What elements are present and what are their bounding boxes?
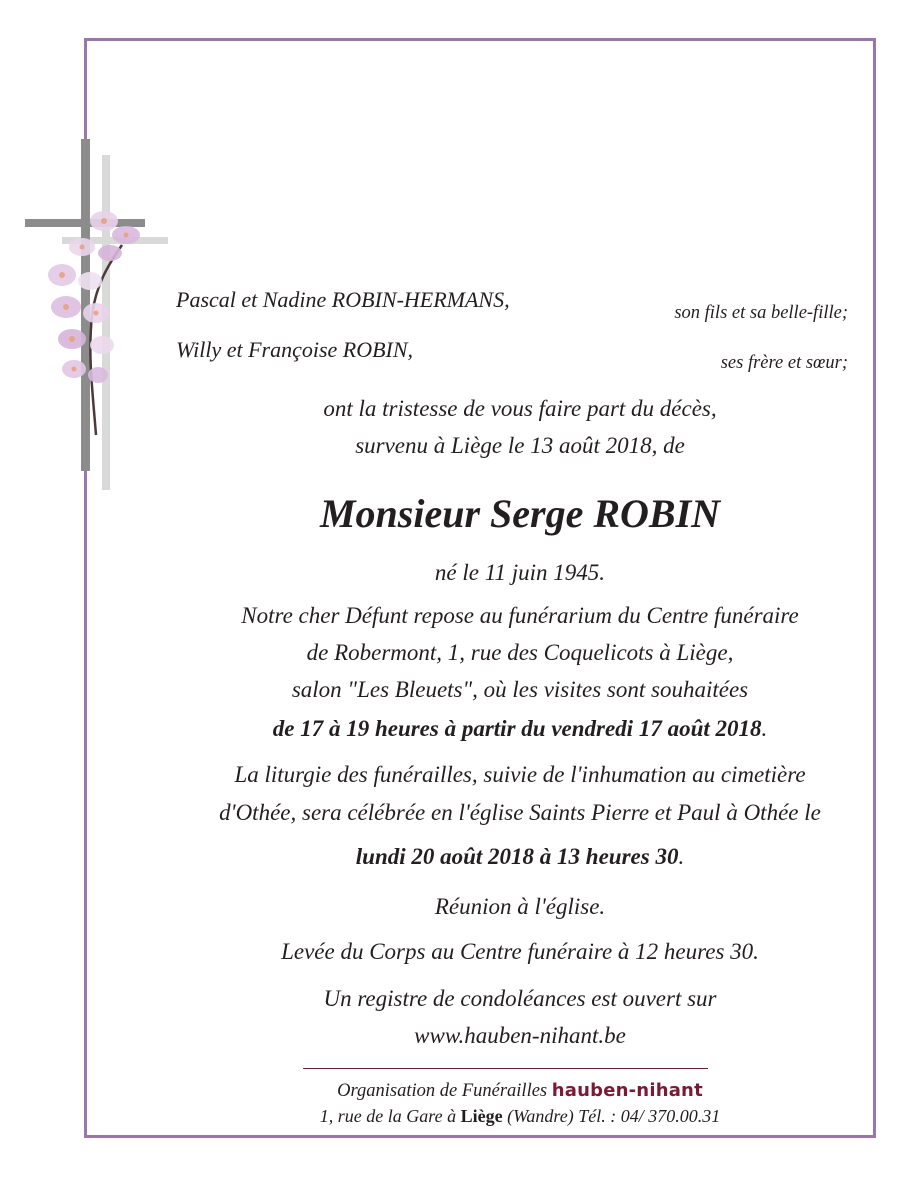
footer-addr-city: Liège <box>460 1106 503 1126</box>
intro-line-1: ont la tristesse de vous faire part du décès, <box>323 396 717 421</box>
visitation-line-2: de Robermont, 1, rue des Coquelicots à Liège, <box>306 640 734 665</box>
footer-addr-part2: (Wandre) Tél. : 04/ 370.00.31 <box>502 1106 721 1126</box>
visitation-time <box>170 716 870 742</box>
footer-org-prefix: Organisation de Funérailles <box>337 1081 552 1101</box>
liturgy-time <box>170 844 870 870</box>
levee-note: Levée du Corps au Centre funéraire à 12 heures 30. <box>281 939 759 964</box>
brand-logo: hauben-nihant <box>551 1080 703 1101</box>
deceased-name: Monsieur Serge ROBIN <box>319 491 721 536</box>
notice-border <box>84 38 876 1138</box>
cross-with-orchids-icon <box>22 135 172 495</box>
liturgy-time-end: . <box>678 844 685 869</box>
family-names-2: Willy et Françoise ROBIN, <box>176 337 414 362</box>
visitation-line-1: Notre cher Défunt repose au funérarium du Centre funéraire <box>241 603 799 628</box>
meeting-note: Réunion à l'église. <box>434 894 606 919</box>
visitation-time-bold: de 17 à 19 heures à partir du vendredi 17 août 2018 <box>272 716 762 741</box>
footer-organisation <box>170 1080 870 1102</box>
liturgy-line-2: d'Othée, sera célébrée en l'église Saints Pierre et Paul à Othée le <box>219 800 821 825</box>
register-url-link[interactable]: www.hauben-nihant.be <box>414 1023 626 1048</box>
visitation-time-end: . <box>761 716 768 741</box>
birth-date: né le 11 juin 1945. <box>434 560 606 585</box>
register-line: Un registre de condoléances est ouvert sur <box>323 986 717 1011</box>
family-relation-1: son fils et sa belle-fille; <box>674 303 848 323</box>
footer-divider <box>303 1068 708 1069</box>
family-names-1: Pascal et Nadine ROBIN-HERMANS, <box>176 287 510 312</box>
family-relation-2: ses frère et sœur; <box>720 353 848 373</box>
visitation-line-3: salon "Les Bleuets", où les visites sont souhaitées <box>291 677 749 702</box>
footer-address <box>170 1106 870 1127</box>
footer-addr-part1: 1, rue de la Gare à <box>319 1106 461 1126</box>
liturgy-time-bold: lundi 20 août 2018 à 13 heures 30 <box>355 844 679 869</box>
liturgy-line-1: La liturgie des funérailles, suivie de l'inhumation au cimetière <box>234 762 806 787</box>
intro-line-2: survenu à Liège le 13 août 2018, de <box>355 433 685 458</box>
